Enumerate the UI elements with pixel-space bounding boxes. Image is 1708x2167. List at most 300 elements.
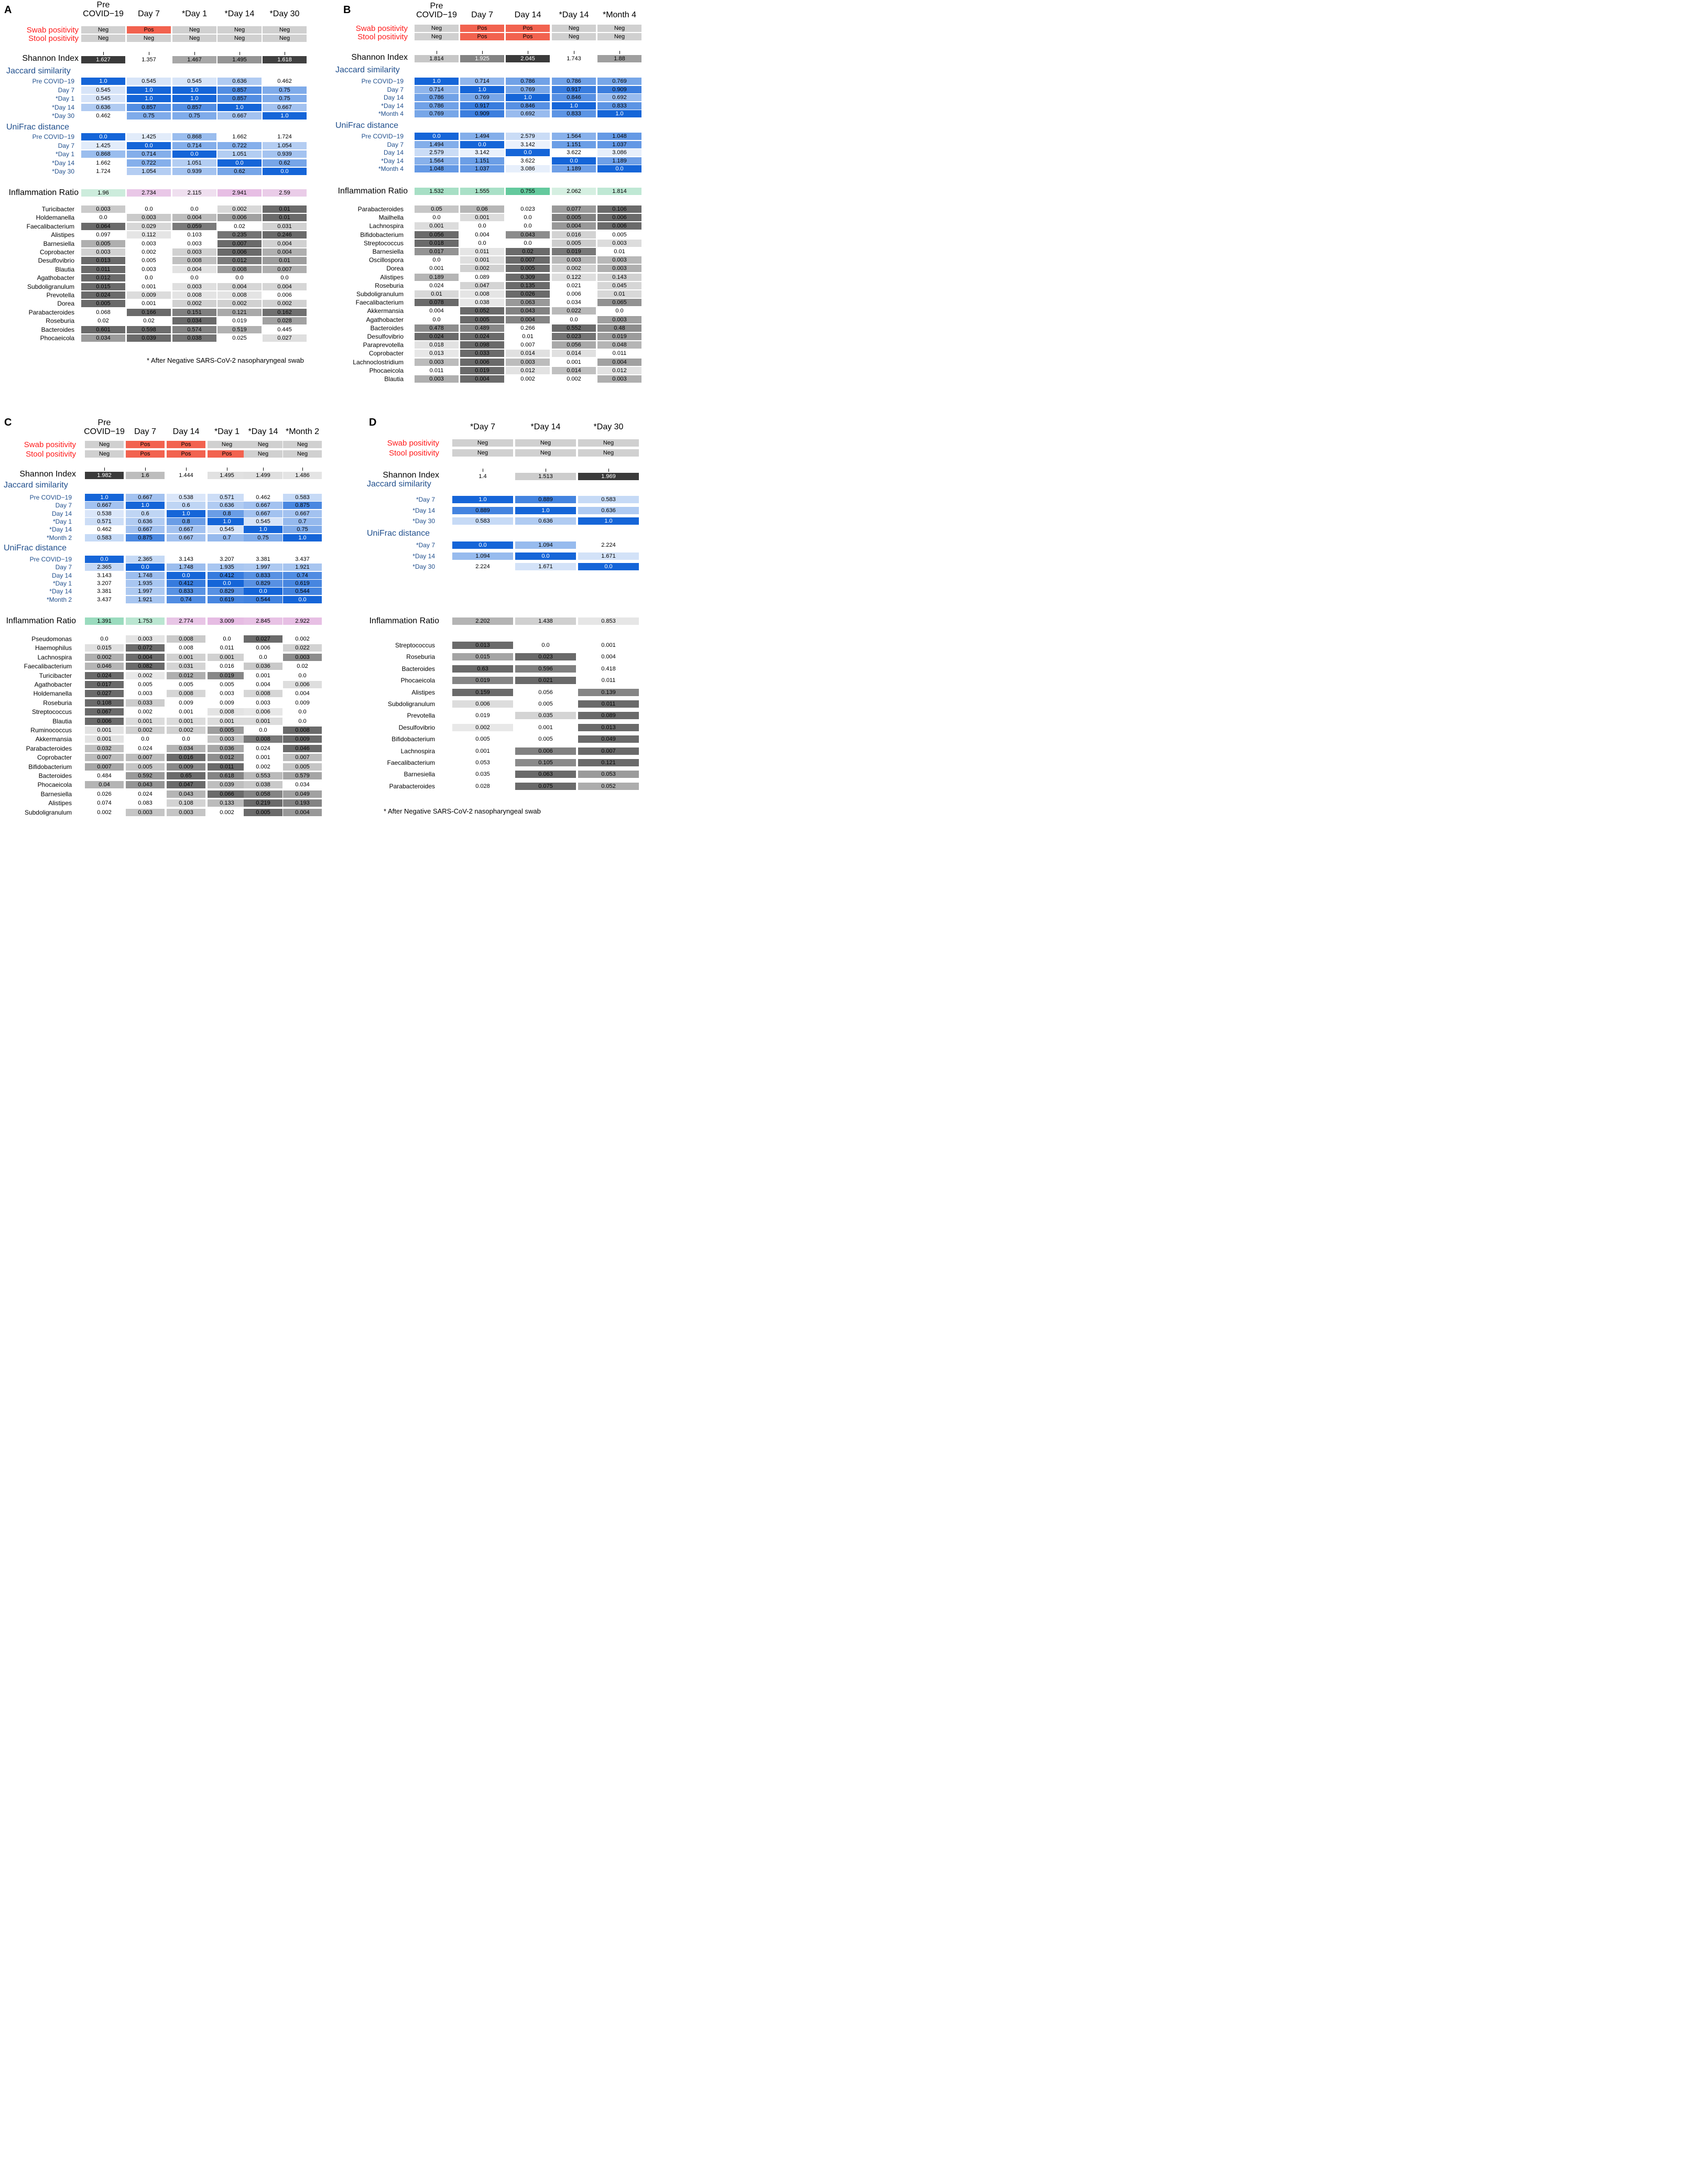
taxon-cell: 0.003 [208,690,246,697]
taxon-cell: 0.02 [81,317,125,324]
inflammation-cell: 1.532 [415,188,459,195]
taxon-cell: 0.013 [415,350,459,357]
taxon-cell: 0.0 [460,240,504,247]
taxon-row-label: Lachnospira [37,653,72,661]
taxon-cell: 0.012 [217,257,262,264]
column-header: *Day 7 [470,422,496,431]
taxon-cell: 0.002 [460,265,504,272]
unifrac-cell: 0.544 [283,588,322,595]
jaccard-row-label: *Day 14 [412,506,435,514]
jaccard-cell: 0.667 [167,526,205,533]
taxon-cell: 0.007 [263,266,307,273]
unifrac-cell: 1.748 [126,572,165,579]
taxon-cell: 0.005 [244,809,282,816]
taxon-cell: 0.012 [208,754,246,761]
unifrac-cell: 1.997 [126,588,165,595]
unifrac-cell: 2.224 [578,541,639,549]
taxon-cell: 0.001 [167,708,205,716]
unifrac-cell: 0.0 [208,580,246,587]
unifrac-row-label: *Month 4 [378,165,404,173]
taxon-cell: 0.024 [415,282,459,289]
swab-cell: Neg [283,441,322,448]
taxon-cell: 0.151 [172,309,216,316]
taxon-row-label: Agathobacter [34,681,72,688]
taxon-row-label: Faecalibacterium [24,663,72,670]
taxon-cell: 0.001 [244,718,282,725]
unifrac-cell: 1.935 [208,564,246,571]
unifrac-distance-label: UniFrac distance [6,123,70,132]
taxon-cell: 0.003 [127,214,171,221]
taxon-cell: 0.004 [460,375,504,383]
taxon-cell: 0.003 [81,248,125,256]
taxon-cell: 0.519 [217,326,262,333]
taxon-cell: 0.006 [217,214,262,221]
jaccard-cell: 0.636 [126,518,165,525]
taxon-cell: 0.02 [506,248,550,255]
jaccard-cell: 0.786 [415,94,459,101]
swab-cell: Pos [506,25,550,32]
taxon-cell: 0.048 [597,341,641,349]
taxon-row-label: Pseudomonas [31,635,72,643]
taxon-row-label: Coprobacter [37,754,72,762]
taxon-cell: 0.004 [263,283,307,290]
taxon-cell: 0.047 [460,282,504,289]
taxon-cell: 0.004 [263,240,307,247]
shannon-cell: 2.045 [506,55,550,62]
taxon-row-label: Alistipes [48,799,72,807]
taxon-cell: 0.01 [415,290,459,298]
taxon-cell: 0.038 [172,334,216,342]
taxon-cell: 0.007 [217,240,262,247]
unifrac-cell: 0.714 [127,150,171,158]
unifrac-cell: 0.714 [172,142,216,149]
taxon-cell: 0.0 [208,635,246,643]
jaccard-cell: 0.667 [126,526,165,533]
figure-page [0,0,650,825]
taxon-row-label: Akkermansia [35,735,72,743]
taxon-cell: 0.001 [452,747,513,755]
taxon-row-label: Lachnospira [369,222,404,230]
jaccard-cell: 0.75 [263,86,307,94]
taxon-cell: 0.246 [263,231,307,239]
taxon-cell: 0.034 [172,317,216,324]
taxon-row-label: Phocaeicola [400,677,435,685]
unifrac-cell: 1.189 [597,157,641,165]
taxon-cell: 0.0 [552,316,596,323]
inflammation-cell: 3.009 [208,617,246,625]
taxon-cell: 0.011 [208,644,246,652]
taxon-row-label: Ruminococcus [30,727,72,734]
swab-cell: Neg [263,26,307,34]
taxon-cell: 0.011 [578,677,639,684]
taxon-cell: 0.005 [552,214,596,221]
taxon-cell: 0.067 [85,708,124,716]
taxon-row-label: Turicibacter [39,671,72,679]
taxon-cell: 0.045 [597,282,641,289]
taxon-cell: 0.553 [244,772,282,779]
taxon-cell: 0.005 [460,316,504,323]
unifrac-cell: 2.365 [85,564,124,571]
unifrac-cell: 1.921 [283,564,322,571]
taxon-cell: 0.008 [167,644,205,652]
taxon-row-label: Blautia [384,375,404,383]
stool-positivity-label: Stool positivity [28,34,79,43]
unifrac-cell: 0.722 [217,142,262,149]
jaccard-row-label: *Day 14 [52,103,74,111]
taxon-cell: 0.105 [515,759,576,766]
unifrac-cell: 3.142 [460,149,504,156]
inflammation-cell: 1.391 [85,617,124,625]
taxon-cell: 0.601 [81,326,125,333]
taxon-cell: 0.02 [217,223,262,230]
unifrac-cell: 1.425 [81,142,125,149]
taxon-cell: 0.031 [167,663,205,670]
taxon-cell: 0.121 [578,759,639,766]
taxon-row-label: Prevotella [46,291,74,299]
taxon-cell: 0.034 [81,334,125,342]
taxon-cell: 0.002 [85,654,124,661]
taxon-cell: 0.008 [283,727,322,734]
taxon-cell: 0.018 [415,240,459,247]
taxon-cell: 0.002 [126,708,165,716]
jaccard-cell: 0.889 [515,496,576,503]
unifrac-cell: 3.086 [506,165,550,172]
jaccard-row-label: *Day 30 [52,112,74,120]
taxon-cell: 0.0 [244,654,282,661]
panel-label: B [343,4,351,16]
jaccard-cell: 0.857 [217,86,262,94]
unifrac-cell: 0.0 [597,165,641,172]
jaccard-cell: 0.667 [85,502,124,509]
jaccard-cell: 0.833 [552,110,596,117]
taxon-cell: 0.007 [578,747,639,755]
taxon-cell: 0.0 [597,307,641,315]
taxon-cell: 0.103 [172,231,216,239]
unifrac-row-label: Pre COVID−19 [29,556,72,563]
taxon-cell: 0.005 [81,240,125,247]
inflammation-cell: 0.755 [506,188,550,195]
jaccard-cell: 0.769 [415,110,459,117]
inflammation-ratio-label: Inflammation Ratio [6,616,76,625]
jaccard-cell: 1.0 [81,78,125,85]
unifrac-distance-label: UniFrac distance [4,544,67,552]
taxon-cell: 0.023 [515,653,576,660]
jaccard-cell: 1.0 [597,110,641,117]
jaccard-cell: 0.667 [263,104,307,111]
swab-positivity-label: Swab positivity [387,439,439,448]
taxon-cell: 0.598 [127,326,171,333]
taxon-cell: 0.004 [578,653,639,660]
jaccard-cell: 0.909 [597,86,641,93]
taxon-cell: 0.011 [415,367,459,374]
swab-cell: Neg [244,441,282,448]
unifrac-cell: 1.564 [415,157,459,165]
stool-cell: Pos [126,450,165,458]
jaccard-cell: 1.0 [217,104,262,111]
taxon-cell: 0.002 [217,300,262,307]
jaccard-cell: 0.667 [244,510,282,517]
taxon-cell: 0.003 [126,635,165,643]
panel-label: A [4,4,12,16]
taxon-cell: 0.003 [126,690,165,697]
taxon-row-label: Bifidobacterium [360,231,404,239]
shannon-cell: 1.499 [244,472,282,479]
swab-cell: Neg [85,441,124,448]
taxon-cell: 0.0 [85,635,124,643]
taxon-cell: 0.0 [283,708,322,716]
taxon-cell: 0.025 [217,334,262,342]
taxon-cell: 0.034 [283,781,322,788]
taxon-cell: 0.004 [597,359,641,366]
jaccard-cell: 0.583 [85,534,124,541]
taxon-row-label: Oscillospora [368,256,404,264]
taxon-cell: 0.001 [515,724,576,731]
jaccard-cell: 0.545 [81,86,125,94]
taxon-cell: 0.006 [263,291,307,299]
swab-positivity-label: Swab positivity [24,440,76,449]
jaccard-cell: 0.545 [208,526,246,533]
taxon-row-label: Coprobacter [39,248,74,256]
taxon-cell: 0.003 [552,256,596,264]
inflammation-cell: 2.115 [172,189,216,197]
taxon-cell: 0.002 [506,375,550,383]
footnote: * After Negative SARS-CoV-2 nasopharyngeal swab [147,356,304,364]
unifrac-cell: 1.054 [263,142,307,149]
taxon-cell: 0.007 [85,763,124,771]
jaccard-cell: 1.0 [172,95,216,102]
taxon-cell: 0.002 [263,300,307,307]
unifrac-cell: 0.62 [263,159,307,167]
jaccard-cell: 0.538 [85,510,124,517]
jaccard-cell: 1.0 [460,86,504,93]
taxon-row-label: Streptococcus [395,642,435,649]
shannon-cell: 1.513 [515,473,576,480]
unifrac-cell: 3.143 [85,572,124,579]
taxon-row-label: Desulfovibrio [367,333,404,340]
taxon-cell: 0.001 [167,718,205,725]
taxon-cell: 0.004 [283,809,322,816]
jaccard-cell: 0.769 [597,78,641,85]
taxon-cell: 0.021 [515,677,576,684]
taxon-cell: 0.009 [127,291,171,299]
unifrac-cell: 0.412 [208,572,246,579]
jaccard-cell: 0.636 [208,502,246,509]
column-header: *Month 4 [602,10,637,19]
taxon-cell: 0.024 [460,333,504,340]
taxon-cell: 0.024 [126,745,165,752]
taxon-cell: 0.001 [127,283,171,290]
taxon-row-label: Parabacteroides [389,782,435,790]
taxon-cell: 0.056 [552,341,596,349]
inflammation-cell: 2.941 [217,189,262,197]
inflammation-cell: 0.853 [578,617,639,625]
jaccard-cell: 0.769 [506,86,550,93]
unifrac-cell: 1.671 [578,552,639,560]
unifrac-cell: 0.0 [263,168,307,175]
unifrac-cell: 0.0 [217,159,262,167]
swab-cell: Neg [415,25,459,32]
taxon-cell: 0.002 [552,375,596,383]
taxon-cell: 0.006 [460,359,504,366]
jaccard-cell: 0.667 [167,534,205,541]
taxon-cell: 0.001 [552,359,596,366]
jaccard-cell: 0.6 [167,502,205,509]
shannon-cell: 1.4 [478,473,487,480]
taxon-cell: 0.002 [127,248,171,256]
swab-cell: Neg [81,26,125,34]
unifrac-cell: 0.412 [167,580,205,587]
taxon-cell: 0.027 [263,334,307,342]
taxon-cell: 0.01 [597,290,641,298]
taxon-cell: 0.019 [452,712,513,719]
swab-cell: Neg [452,439,513,447]
taxon-cell: 0.024 [81,291,125,299]
taxon-cell: 0.235 [217,231,262,239]
taxon-cell: 0.445 [263,326,307,333]
taxon-cell: 0.133 [208,799,246,807]
taxon-cell: 0.011 [208,763,246,771]
jaccard-cell: 0.692 [506,110,550,117]
taxon-cell: 0.418 [578,665,639,673]
inflammation-ratio-label: Inflammation Ratio [8,188,79,197]
taxon-cell: 0.019 [208,672,246,679]
shannon-index-label: Shannon Index [22,54,79,63]
taxon-cell: 0.002 [208,809,246,816]
taxon-cell: 0.592 [126,772,165,779]
taxon-cell: 0.0 [126,735,165,743]
taxon-cell: 0.008 [244,690,282,697]
taxon-cell: 0.005 [126,763,165,771]
shannon-tick [145,468,146,471]
taxon-cell: 0.016 [167,754,205,761]
unifrac-cell: 0.0 [460,141,504,148]
taxon-row-label: Coprobacter [368,350,404,357]
swab-cell: Pos [127,26,171,34]
taxon-cell: 0.024 [126,790,165,798]
taxon-row-label: Bacteroides [401,665,435,673]
taxon-cell: 0.0 [217,274,262,281]
taxon-cell: 0.02 [283,663,322,670]
taxon-cell: 0.024 [85,672,124,679]
shannon-cell: 1.495 [217,56,262,63]
taxon-cell: 0.003 [126,809,165,816]
stool-cell: Neg [172,35,216,42]
taxon-row-label: Subdoligranulum [387,700,435,708]
taxon-cell: 0.001 [208,654,246,661]
taxon-row-label: Prevotella [407,712,435,720]
taxon-cell: 0.063 [506,299,550,306]
unifrac-cell: 1.748 [167,564,205,571]
taxon-row-label: Phocaeicola [37,781,72,789]
unifrac-cell: 1.151 [460,157,504,165]
jaccard-cell: 0.545 [81,95,125,102]
taxon-cell: 0.001 [460,214,504,221]
jaccard-cell: 0.545 [244,518,282,525]
taxon-cell: 0.007 [283,754,322,761]
jaccard-cell: 0.786 [552,78,596,85]
unifrac-cell: 0.0 [126,564,165,571]
taxon-cell: 0.028 [452,783,513,790]
taxon-cell: 0.082 [126,663,165,670]
taxon-row-label: Faecalibacterium [387,759,435,766]
taxon-cell: 0.121 [217,309,262,316]
inflammation-cell: 1.814 [597,188,641,195]
shannon-tick [302,468,303,471]
shannon-index-label: Shannon Index [383,471,439,480]
unifrac-cell: 1.048 [415,165,459,172]
taxon-row-label: Blautia [52,717,72,725]
inflammation-cell: 2.734 [127,189,171,197]
taxon-row-label: Lachnoclostridium [353,358,404,366]
taxon-cell: 0.002 [126,727,165,734]
taxon-row-label: Akkermansia [367,307,404,315]
taxon-cell: 0.015 [85,644,124,652]
taxon-cell: 0.004 [552,222,596,230]
unifrac-row-label: *Day 14 [412,552,435,560]
unifrac-cell: 1.037 [460,165,504,172]
taxon-cell: 0.019 [460,367,504,374]
taxon-cell: 0.0 [506,240,550,247]
taxon-cell: 0.013 [452,642,513,649]
taxon-cell: 0.139 [578,689,639,696]
jaccard-cell: 0.714 [460,78,504,85]
jaccard-row-label: *Day 7 [416,496,435,503]
column-header: Pre COVID−19 [416,2,457,19]
taxon-cell: 0.011 [578,700,639,708]
jaccard-cell: 0.462 [81,112,125,120]
taxon-row-label: Alistipes [380,273,404,281]
taxon-cell: 0.0 [244,727,282,734]
taxon-cell: 0.043 [126,781,165,788]
taxon-cell: 0.039 [127,334,171,342]
taxon-row-label: Faecalibacterium [355,299,404,307]
unifrac-row-label: *Month 2 [46,595,72,603]
taxon-row-label: Alistipes [51,231,74,239]
taxon-cell: 0.019 [552,248,596,255]
taxon-cell: 0.065 [597,299,641,306]
jaccard-row-label: Pre COVID−19 [32,78,74,85]
taxon-cell: 0.036 [208,745,246,752]
taxon-cell: 0.005 [515,700,576,708]
taxon-row-label: Phocaeicola [40,334,74,342]
shannon-cell: 1.814 [415,55,459,62]
shannon-cell: 1.495 [208,472,246,479]
swab-cell: Neg [597,25,641,32]
column-header: Day 14 [514,10,541,19]
taxon-row-label: Holdemanella [33,690,72,698]
taxon-cell: 0.193 [283,799,322,807]
taxon-cell: 0.01 [263,205,307,213]
taxon-cell: 0.009 [167,763,205,771]
taxon-cell: 0.004 [244,681,282,688]
unifrac-cell: 1.054 [127,168,171,175]
jaccard-cell: 1.0 [578,517,639,525]
shannon-cell: 1.444 [179,472,193,479]
taxon-cell: 0.006 [217,248,262,256]
jaccard-similarity-label: Jaccard similarity [367,480,431,489]
taxon-cell: 0.04 [85,781,124,788]
taxon-cell: 0.003 [244,699,282,707]
taxon-cell: 0.006 [244,644,282,652]
taxon-cell: 0.005 [597,231,641,239]
taxon-cell: 0.166 [127,309,171,316]
taxon-row-label: Streptococcus [363,239,404,247]
taxon-cell: 0.043 [506,307,550,315]
taxon-row-label: Mailhella [378,214,404,222]
taxon-cell: 0.0 [515,642,576,649]
taxon-cell: 0.004 [126,654,165,661]
taxon-cell: 0.031 [263,223,307,230]
